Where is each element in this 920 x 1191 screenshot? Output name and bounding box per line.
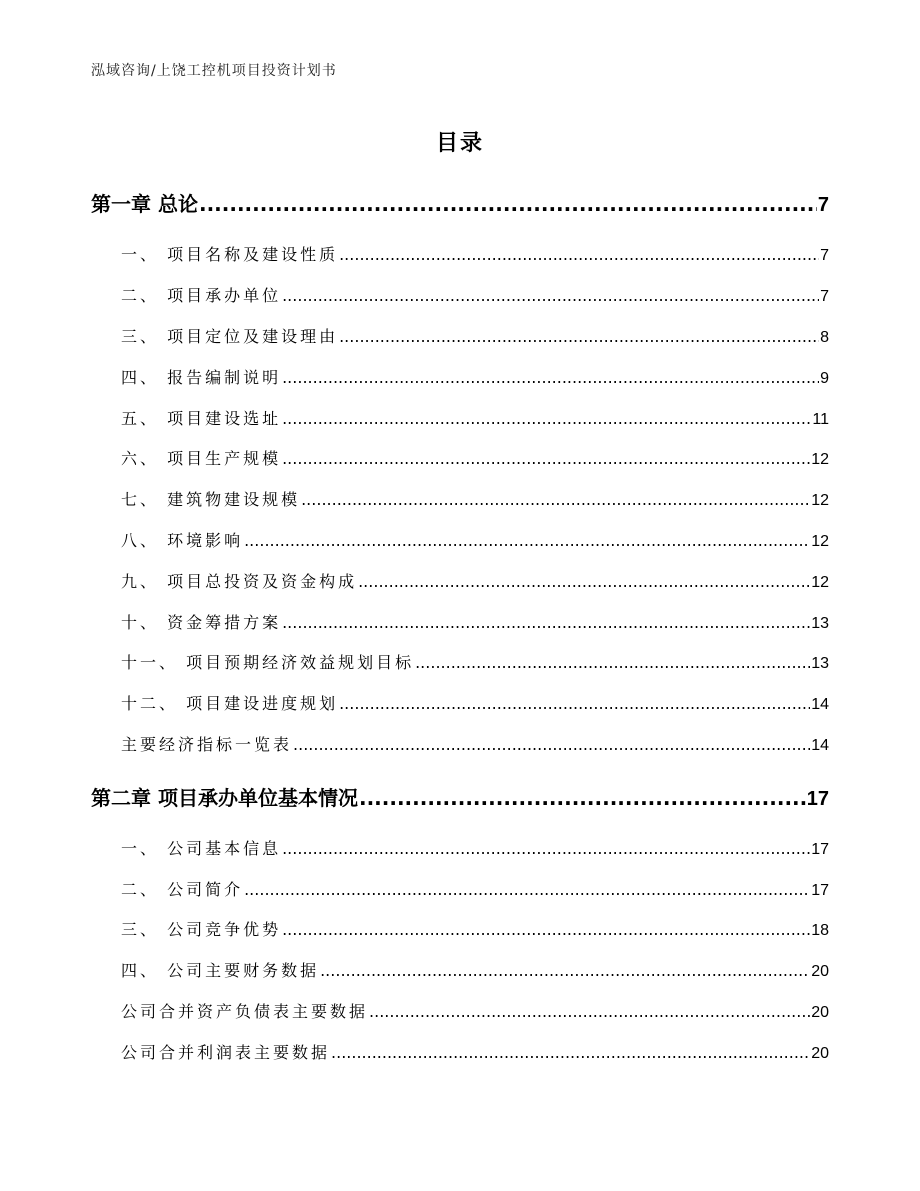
dot-leader (282, 368, 819, 387)
toc-entry[interactable] (91, 917, 829, 940)
dot-leader (282, 286, 819, 305)
toc-entry-label: 第二章 项目承办单位基本情况 (91, 782, 358, 811)
toc-entry[interactable] (91, 324, 829, 347)
dot-leader (282, 449, 810, 468)
dot-leader (339, 327, 819, 346)
dot-leader (358, 572, 810, 591)
dot-leader (415, 653, 810, 672)
toc-entry-label: 一、 公司基本信息 (121, 836, 281, 859)
toc-entry-page: 13 (811, 655, 829, 672)
toc-entry-page: 13 (811, 615, 829, 632)
toc-entry-label: 四、 报告编制说明 (121, 365, 281, 388)
toc-entry-chapter-1[interactable] (91, 188, 829, 217)
dot-leader (282, 839, 810, 858)
toc-entry-label: 第一章 总论 (91, 188, 198, 217)
toc-entry-page: 18 (811, 922, 829, 939)
toc-entry-page: 7 (817, 194, 829, 216)
toc-entry-page: 12 (811, 574, 829, 591)
dot-leader (369, 1002, 810, 1021)
toc-entry-page: 20 (811, 963, 829, 980)
toc-entry[interactable] (91, 528, 829, 551)
toc-entry-label: 十二、 项目建设进度规划 (121, 691, 338, 714)
toc-entry-label: 七、 建筑物建设规模 (121, 487, 300, 510)
toc-entry[interactable] (91, 569, 829, 592)
dot-leader (339, 245, 819, 264)
dot-leader (331, 1043, 810, 1062)
toc-entry-page: 14 (811, 737, 829, 754)
toc-entry-label: 二、 公司简介 (121, 877, 243, 900)
toc-entry-label: 三、 公司竞争优势 (121, 917, 281, 940)
toc-entry[interactable] (91, 283, 829, 306)
toc-entry-page: 7 (820, 247, 829, 264)
toc-entry-chapter-2[interactable] (91, 782, 829, 811)
dot-leader (282, 409, 811, 428)
toc-entry[interactable] (91, 999, 829, 1022)
toc-entry-page: 7 (820, 288, 829, 305)
toc-entry-page: 9 (820, 370, 829, 387)
toc-entry[interactable] (91, 446, 829, 469)
toc-entry[interactable] (91, 958, 829, 981)
toc-entry-label: 十、 资金筹措方案 (121, 610, 281, 633)
toc-entry-page: 17 (811, 882, 829, 899)
toc-entry[interactable] (91, 1040, 829, 1063)
toc-entry-page: 20 (811, 1045, 829, 1062)
dot-leader (339, 694, 810, 713)
toc-entry-label: 主要经济指标一览表 (121, 732, 292, 755)
toc-entry[interactable] (91, 691, 829, 714)
toc-entry-label: 一、 项目名称及建设性质 (121, 242, 338, 265)
dot-leader (199, 192, 817, 216)
toc-entry-label: 二、 项目承办单位 (121, 283, 281, 306)
toc-entry-page: 12 (811, 451, 829, 468)
dot-leader (293, 735, 810, 754)
toc-entry-label: 五、 项目建设选址 (121, 406, 281, 429)
toc-entry[interactable] (91, 610, 829, 633)
toc-entry-page: 20 (811, 1004, 829, 1021)
dot-leader (301, 490, 810, 509)
toc-entry-page: 12 (811, 492, 829, 509)
toc-entry-label: 公司合并利润表主要数据 (121, 1040, 330, 1063)
dot-leader (320, 961, 810, 980)
toc-entry[interactable] (91, 836, 829, 859)
toc-entry[interactable] (91, 877, 829, 900)
toc-entry[interactable] (91, 650, 829, 673)
toc-entry-page: 17 (806, 788, 829, 810)
toc-entry[interactable] (91, 732, 829, 755)
toc-entry-label: 四、 公司主要财务数据 (121, 958, 319, 981)
toc-entry[interactable] (91, 242, 829, 265)
toc-entry-label: 六、 项目生产规模 (121, 446, 281, 469)
toc-entry-label: 十一、 项目预期经济效益规划目标 (121, 650, 414, 673)
dot-leader (244, 531, 810, 550)
dot-leader (282, 613, 810, 632)
dot-leader (359, 786, 806, 810)
toc-entry-label: 公司合并资产负债表主要数据 (121, 999, 368, 1022)
toc-entry-page: 8 (820, 329, 829, 346)
toc-entry-page: 14 (811, 696, 829, 713)
page-header: 泓域咨询/上饶工控机项目投资计划书 (91, 63, 337, 79)
dot-leader (282, 920, 810, 939)
toc-entry-page: 17 (811, 841, 829, 858)
toc-entry-label: 三、 项目定位及建设理由 (121, 324, 338, 347)
toc-entry[interactable] (91, 487, 829, 510)
toc-entry[interactable] (91, 406, 829, 429)
toc-entry-page: 11 (812, 411, 829, 428)
toc-entry[interactable] (91, 365, 829, 388)
dot-leader (244, 880, 810, 899)
toc-title: 目录 (435, 131, 484, 156)
toc-entry-page: 12 (811, 533, 829, 550)
toc-entry-label: 九、 项目总投资及资金构成 (121, 569, 357, 592)
toc-entry-label: 八、 环境影响 (121, 528, 243, 551)
